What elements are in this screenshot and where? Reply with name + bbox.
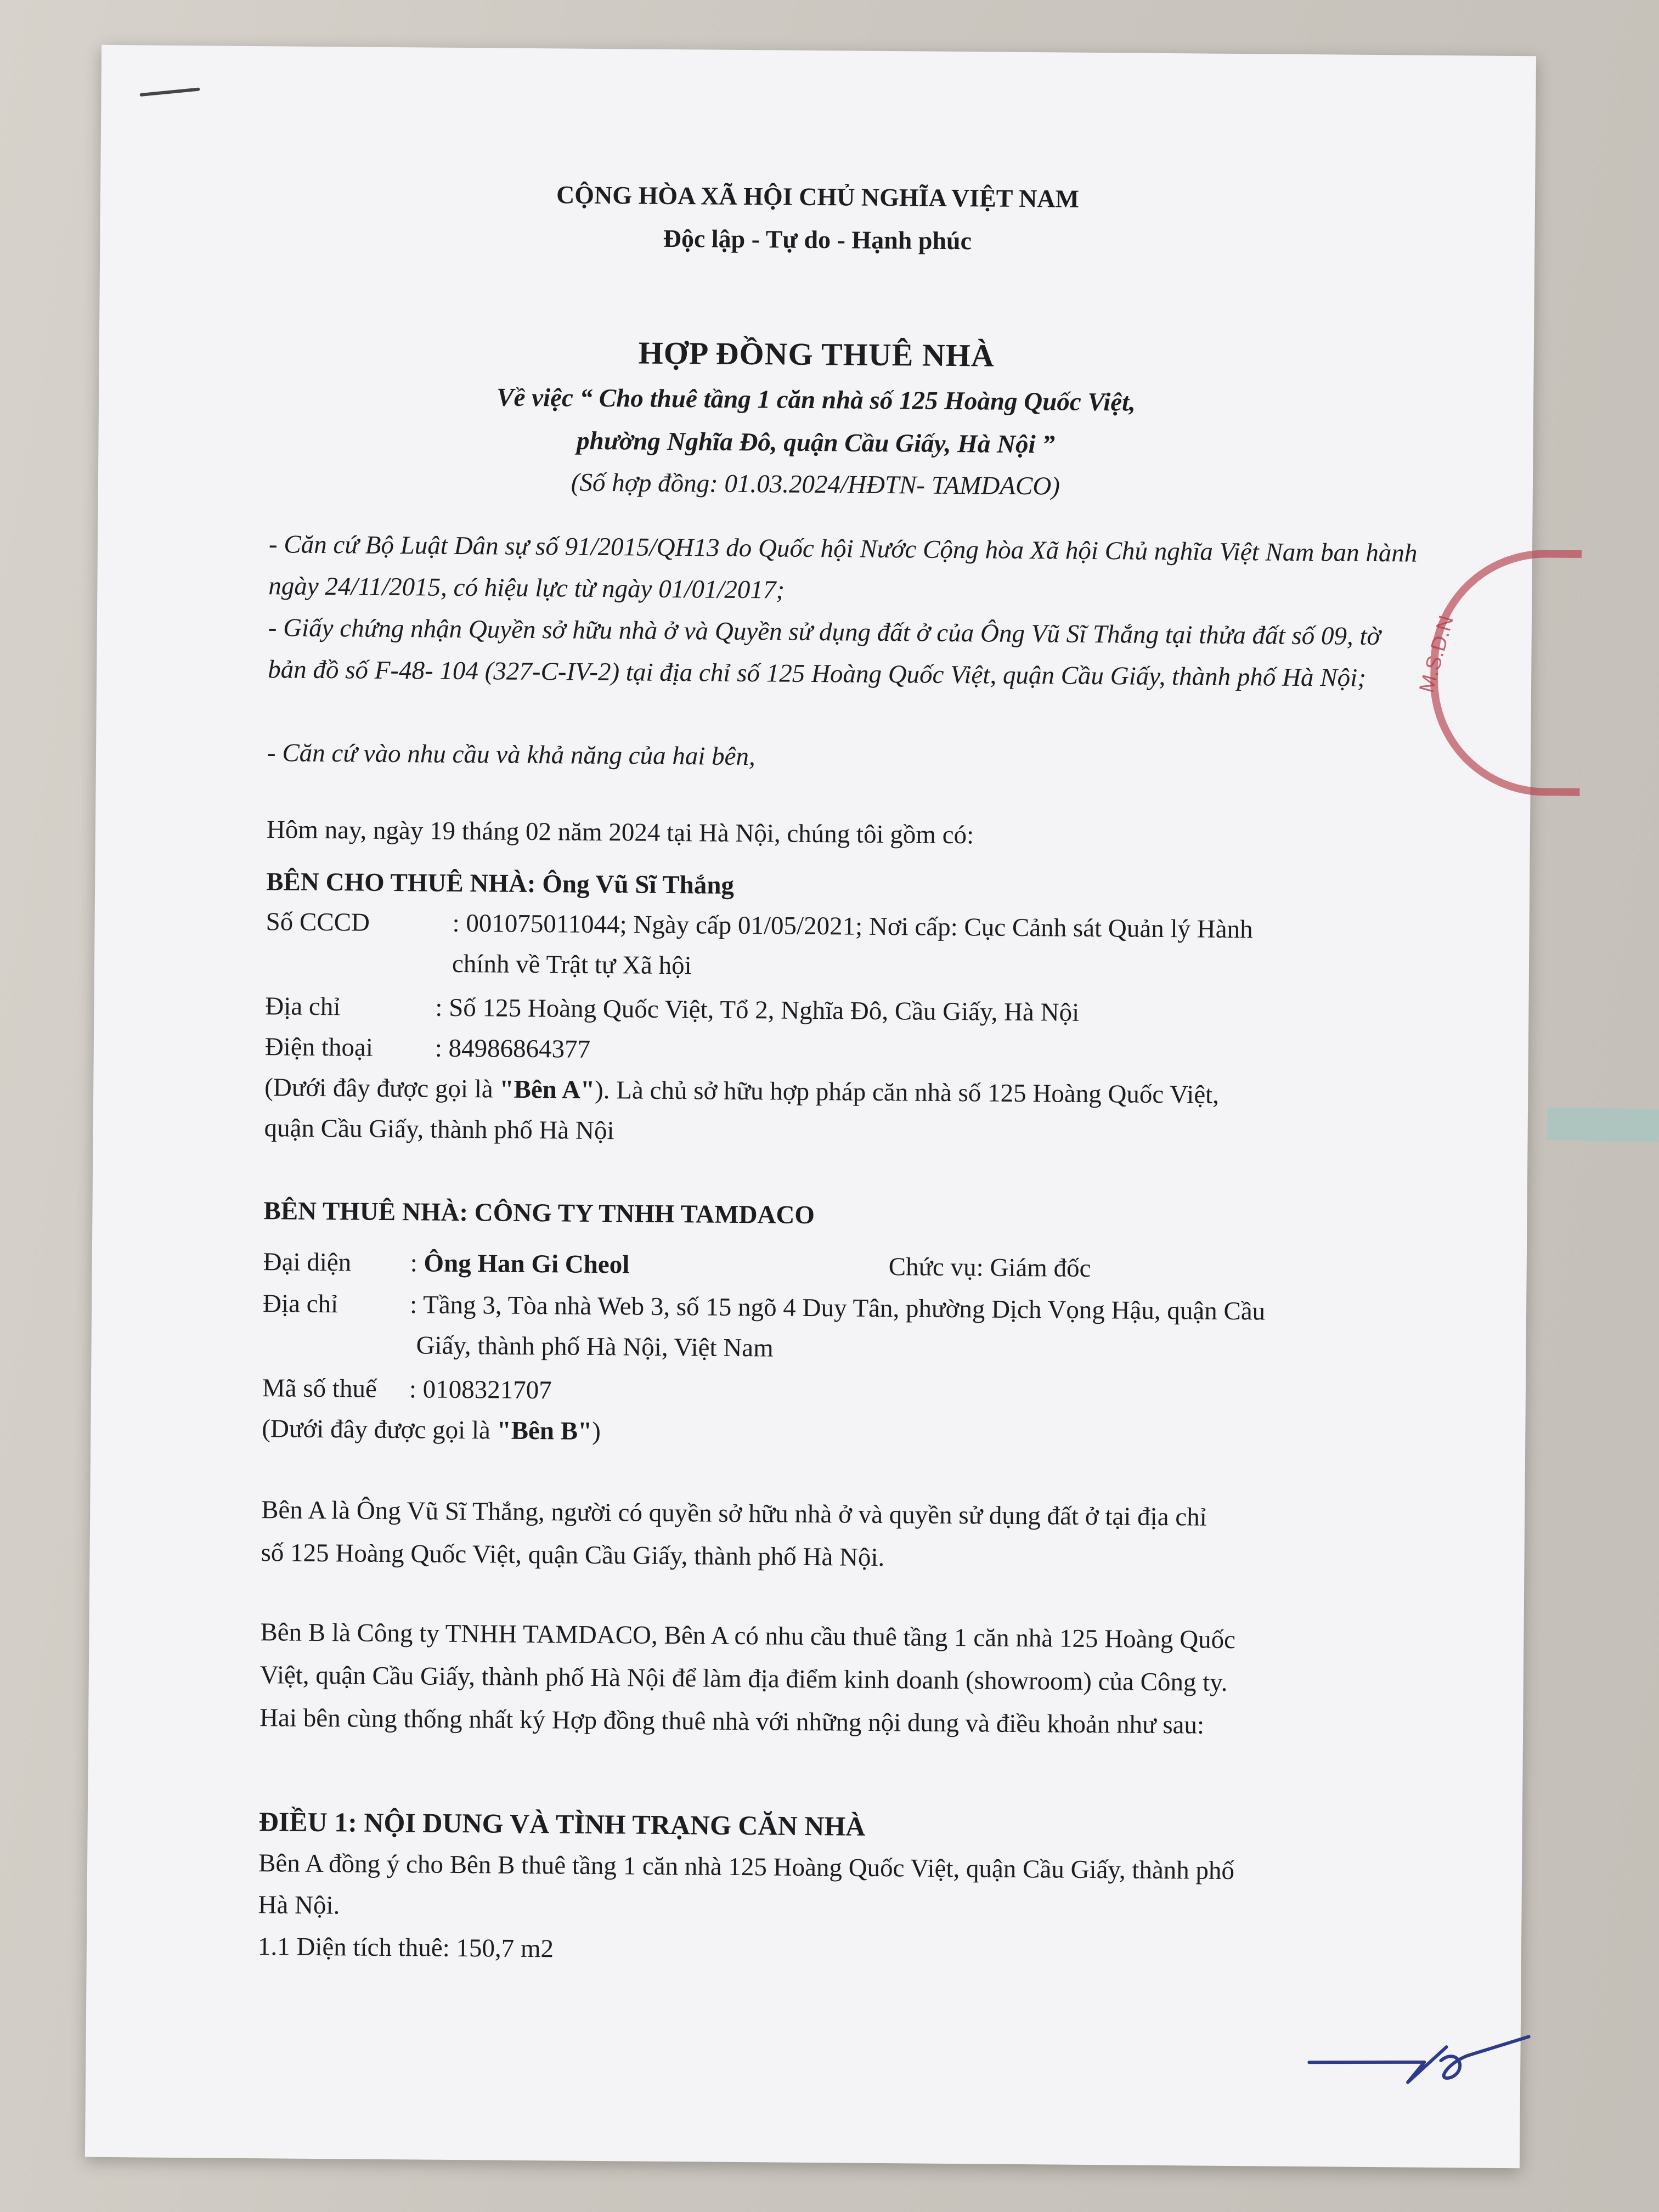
tape-strip bbox=[1547, 1107, 1659, 1142]
intro-line: Hôm nay, ngày 19 tháng 02 năm 2024 tại Hà Nội, chúng tôi gồm có: bbox=[266, 815, 974, 850]
party-a-note-post: ). Là chủ sở hữu hợp pháp căn nhà số 125 Hoàng Quốc Việt, bbox=[594, 1075, 1220, 1109]
basis-needs: - Căn cứ vào nhu cầu và khả năng của hai bên, bbox=[267, 738, 755, 771]
party-a-note-line2: quận Cầu Giấy, thành phố Hà Nội bbox=[264, 1114, 614, 1146]
party-b-rep-colon: : bbox=[410, 1249, 424, 1278]
basis-civil-code: - Căn cứ Bộ Luật Dân sự số 91/2015/QH13 do Quốc hội Nước Cộng hòa Xã hội Chủ nghĩa Việt Nam ban hành ngày 24/11/2015, có hiệu lực từ ngày 01/01/2017; bbox=[268, 530, 1418, 605]
para-a-line1: Bên A là Ông Vũ Sĩ Thắng, người có quyền sở hữu nhà ở và quyền sử dụng đất ở tại địa chỉ bbox=[261, 1496, 1207, 1532]
contract-page bbox=[85, 45, 1536, 2168]
party-b-address-label: Địa chỉ bbox=[262, 1289, 338, 1319]
party-b-note-post: ) bbox=[592, 1417, 601, 1446]
red-seal-stamp bbox=[1429, 549, 1582, 796]
party-b-note bbox=[262, 1409, 1414, 1457]
party-b-address-line2: Giấy, thành phố Hà Nội, Việt Nam bbox=[416, 1331, 774, 1363]
article1-line2: Hà Nội. bbox=[258, 1891, 340, 1920]
party-a-phone-value: : 84986864377 bbox=[435, 1034, 591, 1064]
para-b-line2: Việt, quận Cầu Giấy, thành phố Hà Nội để làm địa điểm kinh doanh (showroom) của Công ty. bbox=[259, 1661, 1228, 1697]
party-a-id-value: : 001075011044; Ngày cấp 01/05/2021; Nơi cấp: Cục Cảnh sát Quản lý Hành bbox=[452, 909, 1253, 944]
party-a-address-value: : Số 125 Hoàng Quốc Việt, Tổ 2, Nghĩa Đô, Cầu Giấy, Hà Nội bbox=[435, 993, 1080, 1027]
party-b-tax-label: Mã số thuế bbox=[262, 1374, 377, 1403]
contract-number: (Số hợp đồng: 01.03.2024/HĐTN- TAMDACO) bbox=[571, 468, 1060, 501]
seal-text: M.S.D.N bbox=[1415, 613, 1459, 696]
party-a-alias: "Bên A" bbox=[499, 1075, 595, 1104]
party-b-position: Chức vụ: Giám đốc bbox=[888, 1252, 1091, 1283]
party-b-rep-row bbox=[263, 1242, 1415, 1283]
party-a-id-label: Số CCCD bbox=[266, 907, 370, 937]
party-a-note-pre: (Dưới đây được gọi là bbox=[264, 1073, 500, 1104]
party-b-alias: "Bên B" bbox=[496, 1416, 592, 1446]
article1-heading: ĐIỀU 1: NỘI DUNG VÀ TÌNH TRẠNG CĂN NHÀ bbox=[258, 1806, 866, 1842]
para-b-line3: Hai bên cùng thống nhất ký Hợp đồng thuê nhà với những nội dung và điều khoản như sau: bbox=[259, 1703, 1205, 1740]
contract-title: HỢP ĐỒNG THUÊ NHÀ bbox=[638, 335, 995, 374]
contract-subject-line1: Về việc “ Cho thuê tầng 1 căn nhà số 125 Hoàng Quốc Việt, bbox=[496, 383, 1136, 417]
article1-item1: 1.1 Diện tích thuê: 150,7 m2 bbox=[257, 1932, 554, 1963]
staple bbox=[139, 87, 200, 97]
party-b-address-value: : Tầng 3, Tòa nhà Web 3, số 15 ngõ 4 Duy Tân, phường Dịch Vọng Hậu, quận Cầu bbox=[409, 1290, 1266, 1326]
party-a-heading: BÊN CHO THUÊ NHÀ: Ông Vũ Sĩ Thắng bbox=[266, 867, 735, 900]
basis-land-certificate: - Giấy chứng nhận Quyền sở hữu nhà ở và Quyền sử dụng đất ở của Ông Vũ Sĩ Thắng tại thửa đất số 09, tờ bản đồ số F-48- 104 (327-C-IV-2) tại địa chỉ số 125 Hoàng Quốc Việt, quận Cầu Giấy, thành phố Hà Nội; bbox=[268, 613, 1381, 692]
party-b-rep-value: Ông Han Gi Cheol bbox=[424, 1249, 630, 1279]
para-b-line1: Bên B là Công ty TNHH TAMDACO, Bên A có nhu cầu thuê tầng 1 căn nhà 125 Hoàng Quốc bbox=[260, 1618, 1236, 1655]
party-b-tax-value: : 0108321707 bbox=[409, 1375, 552, 1405]
article1-line1: Bên A đồng ý cho Bên B thuê tầng 1 căn nhà 125 Hoàng Quốc Việt, quận Cầu Giấy, thành phố bbox=[258, 1849, 1235, 1886]
motto: Độc lập - Tự do - Hạnh phúc bbox=[663, 224, 972, 255]
party-a-id-value-line2: chính về Trật tự Xã hội bbox=[452, 949, 692, 980]
party-a-address-label: Địa chỉ bbox=[265, 992, 341, 1022]
signature-initials bbox=[1304, 2029, 1534, 2097]
party-b-note-pre: (Dưới đây được gọi là bbox=[262, 1414, 497, 1445]
party-a-phone-label: Điện thoại bbox=[264, 1032, 374, 1062]
contract-subject-line2: phường Nghĩa Đô, quận Cầu Giấy, Hà Nội ” bbox=[576, 426, 1056, 459]
party-b-address-row bbox=[262, 1284, 1415, 1326]
nation-heading: CỘNG HÒA XÃ HỘI CHỦ NGHĨA VIỆT NAM bbox=[556, 180, 1080, 213]
party-a-note bbox=[264, 1068, 1417, 1116]
para-a-line2: số 125 Hoàng Quốc Việt, quận Cầu Giấy, thành phố Hà Nội. bbox=[261, 1538, 885, 1572]
party-b-rep-label: Đại diện bbox=[263, 1248, 352, 1277]
party-b-heading: BÊN THUÊ NHÀ: CÔNG TY TNHH TAMDACO bbox=[263, 1197, 815, 1230]
